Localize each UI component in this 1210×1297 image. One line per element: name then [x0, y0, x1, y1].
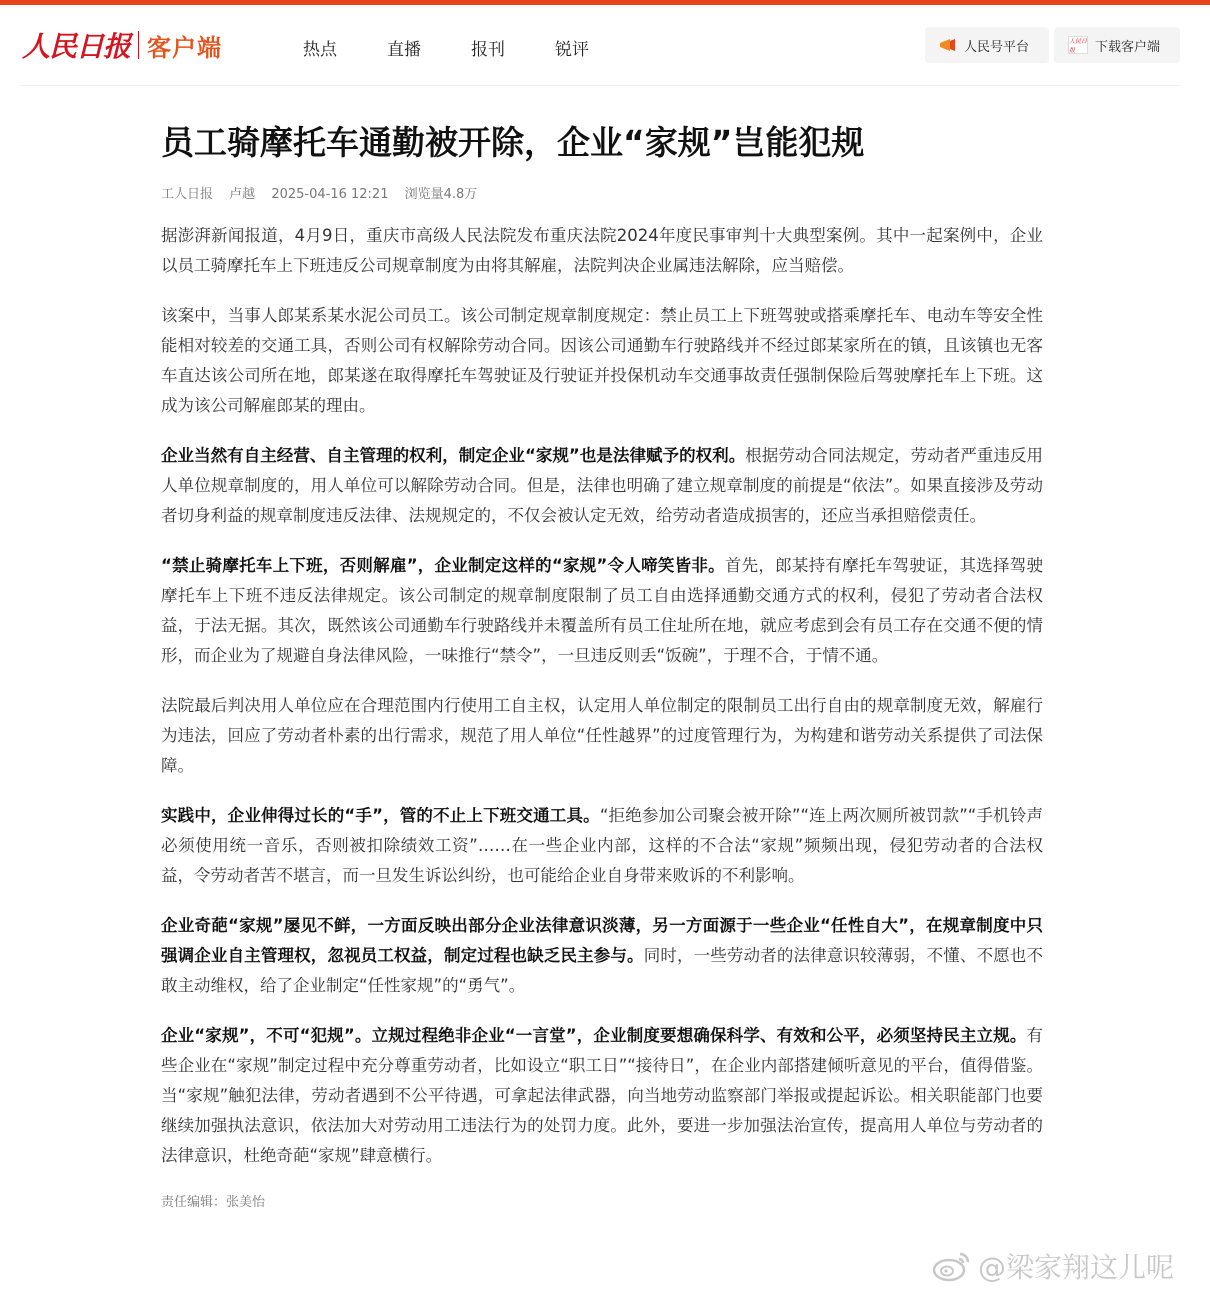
nav-item-commentary[interactable]: 锐评 — [555, 40, 589, 60]
logo-divider — [138, 31, 139, 59]
main-nav — [303, 35, 639, 60]
newspaper-app-icon-text: 人民日报 — [1069, 38, 1088, 54]
paragraph-lead: 企业“家规”，不可“犯规”。立规过程绝非企业“一言堂”，企业制度要想确保科学、有效和公平，必须坚持民主立规。 — [161, 1026, 1027, 1045]
paragraph-lead: 企业奇葩“家规”屡见不鲜，一方面反映出部分企业法律意识淡薄，另一方面源于一些企业“任性自大”，在规章制度中只强调企业自主管理权，忽视员工权益，制定过程也缺乏民主参与。 — [161, 916, 1043, 965]
article-datetime: 2025-04-16 12:21 — [271, 187, 389, 202]
article-paragraph — [161, 221, 1043, 281]
paragraph-text: “拒绝参加公司聚会被开除”“连上两次厕所被罚款”“手机铃声必须使用统一音乐，否则被扣除绩效工资”……在一些企业内部，这样的不合法“家规”频频出现，侵犯劳动者的合法权益，令劳动者苦不堪言，而一旦发生诉讼纠纷，也可能给企业自身带来败诉的不利影响。 — [161, 806, 1043, 885]
article — [161, 118, 1043, 1210]
article-paragraph — [161, 301, 1043, 421]
download-app-label: 下载客户端 — [1095, 39, 1161, 55]
site-header — [0, 5, 1210, 85]
paragraph-text: 该案中，当事人郎某系某水泥公司员工。该公司制定规章制度规定：禁止员工上下班驾驶或搭乘摩托车、电动车等安全性能相对较差的交通工具，否则公司有权解除劳动合同。因该公司通勤车行驶路线并不经过郎某家所在的镇，且该镇也无客车直达该公司所在地，郎某遂在取得摩托车驾驶证及行驶证并投保机动车交通事故责任强制保险后驾驶摩托车上下班。这成为该公司解雇郎某的理由。 — [161, 306, 1043, 415]
site-logo[interactable] — [22, 25, 222, 65]
paragraph-lead: 企业当然有自主经营、自主管理的权利，制定企业“家规”也是法律赋予的权利。 — [161, 446, 746, 465]
newspaper-app-icon — [1068, 36, 1088, 54]
paragraph-text: 根据劳动合同法规定，劳动者严重违反用人单位规章制度的，用人单位可以解除劳动合同。但是，法律也明确了建立规章制度的前提是“依法”。如果直接涉及劳动者切身利益的规章制度违反法律、法规规定的，不仅会被认定无效，给劳动者造成损害的，还应当承担赔偿责任。 — [161, 446, 1043, 525]
article-views: 浏览量4.8万 — [404, 187, 478, 202]
weibo-icon — [932, 1250, 972, 1282]
megaphone-icon — [939, 38, 957, 52]
article-paragraph — [161, 441, 1043, 531]
article-meta — [161, 183, 1043, 203]
header-divider — [20, 85, 1180, 86]
responsible-editor: 责任编辑：张美怡 — [161, 1195, 266, 1210]
nav-item-hot[interactable]: 热点 — [303, 40, 337, 60]
article-body — [161, 221, 1043, 1171]
nav-item-newspaper[interactable]: 报刊 — [471, 40, 505, 60]
article-paragraph — [161, 691, 1043, 781]
paragraph-text: 据澎湃新闻报道，4月9日，重庆市高级人民法院发布重庆法院2024年度民事审判十大典型案例。其中一起案例中，企业以员工骑摩托车上下班违反公司规章制度为由将其解雇，法院判决企业属违法解除，应当赔偿。 — [161, 226, 1043, 275]
weibo-watermark — [932, 1244, 1174, 1288]
paragraph-text: 首先，郎某持有摩托车驾驶证，其选择驾驶摩托车上下班不违反法律规定。该公司制定的规章制度限制了员工自由选择通勤交通方式的权利，侵犯了劳动者合法权益，于法无据。其次，既然该公司通勤车行驶路线并未覆盖所有员工住址所在地，就应考虑到会有员工存在交通不便的情形，而企业为了规避自身法律风险，一味推行“禁令”，一旦违反则丢“饭碗”，于理不合，于情不通。 — [161, 556, 1043, 665]
logo-app-name: 客户端 — [147, 33, 223, 62]
article-paragraph — [161, 911, 1043, 1001]
article-title: 员工骑摩托车通勤被开除，企业“家规”岂能犯规 — [161, 123, 865, 162]
paragraph-text: 法院最后判决用人单位应在合理范围内行使用工自主权，认定用人单位制定的限制员工出行自由的规章制度无效，解雇行为违法，回应了劳动者朴素的出行需求，规范了用人单位“任性越界”的过度管理行为，为构建和谐劳动关系提供了司法保障。 — [161, 696, 1043, 775]
nav-item-live[interactable]: 直播 — [387, 40, 421, 60]
paragraph-lead: 实践中，企业伸得过长的“手”，管的不止上下班交通工具。 — [161, 806, 600, 825]
paragraph-text: 同时，一些劳动者的法律意识较薄弱，不懂、不愿也不敢主动维权，给了企业制定“任性家规”的“勇气”。 — [161, 946, 1044, 995]
paragraph-lead: “禁止骑摩托车上下班，否则解雇”，企业制定这样的“家规”令人啼笑皆非。 — [161, 556, 725, 575]
logo-paper-name: 人民日报 — [22, 30, 131, 63]
article-paragraph — [161, 1021, 1043, 1171]
download-app-button[interactable] — [1054, 27, 1180, 63]
article-paragraph — [161, 551, 1043, 671]
paragraph-text: 有些企业在“家规”制定过程中充分尊重劳动者，比如设立“职工日”“接待日”，在企业内部搭建倾听意见的平台，值得借鉴。当“家规”触犯法律，劳动者遇到不公平待遇，可拿起法律武器，向当地劳动监察部门举报或提起诉讼。相关职能部门也要继续加强执法意识，依法加大对劳动用工违法行为的处罚力度。此外，要进一步加强法治宣传，提高用人单位与劳动者的法律意识，杜绝奇葩“家规”肆意横行。 — [161, 1026, 1043, 1165]
watermark-text: @梁家翔这儿呢 — [978, 1251, 1175, 1284]
people-platform-label: 人民号平台 — [964, 39, 1030, 55]
article-author: 卢越 — [229, 187, 256, 202]
article-source: 工人日报 — [161, 187, 214, 202]
people-platform-button[interactable] — [925, 27, 1049, 63]
article-paragraph — [161, 801, 1043, 891]
